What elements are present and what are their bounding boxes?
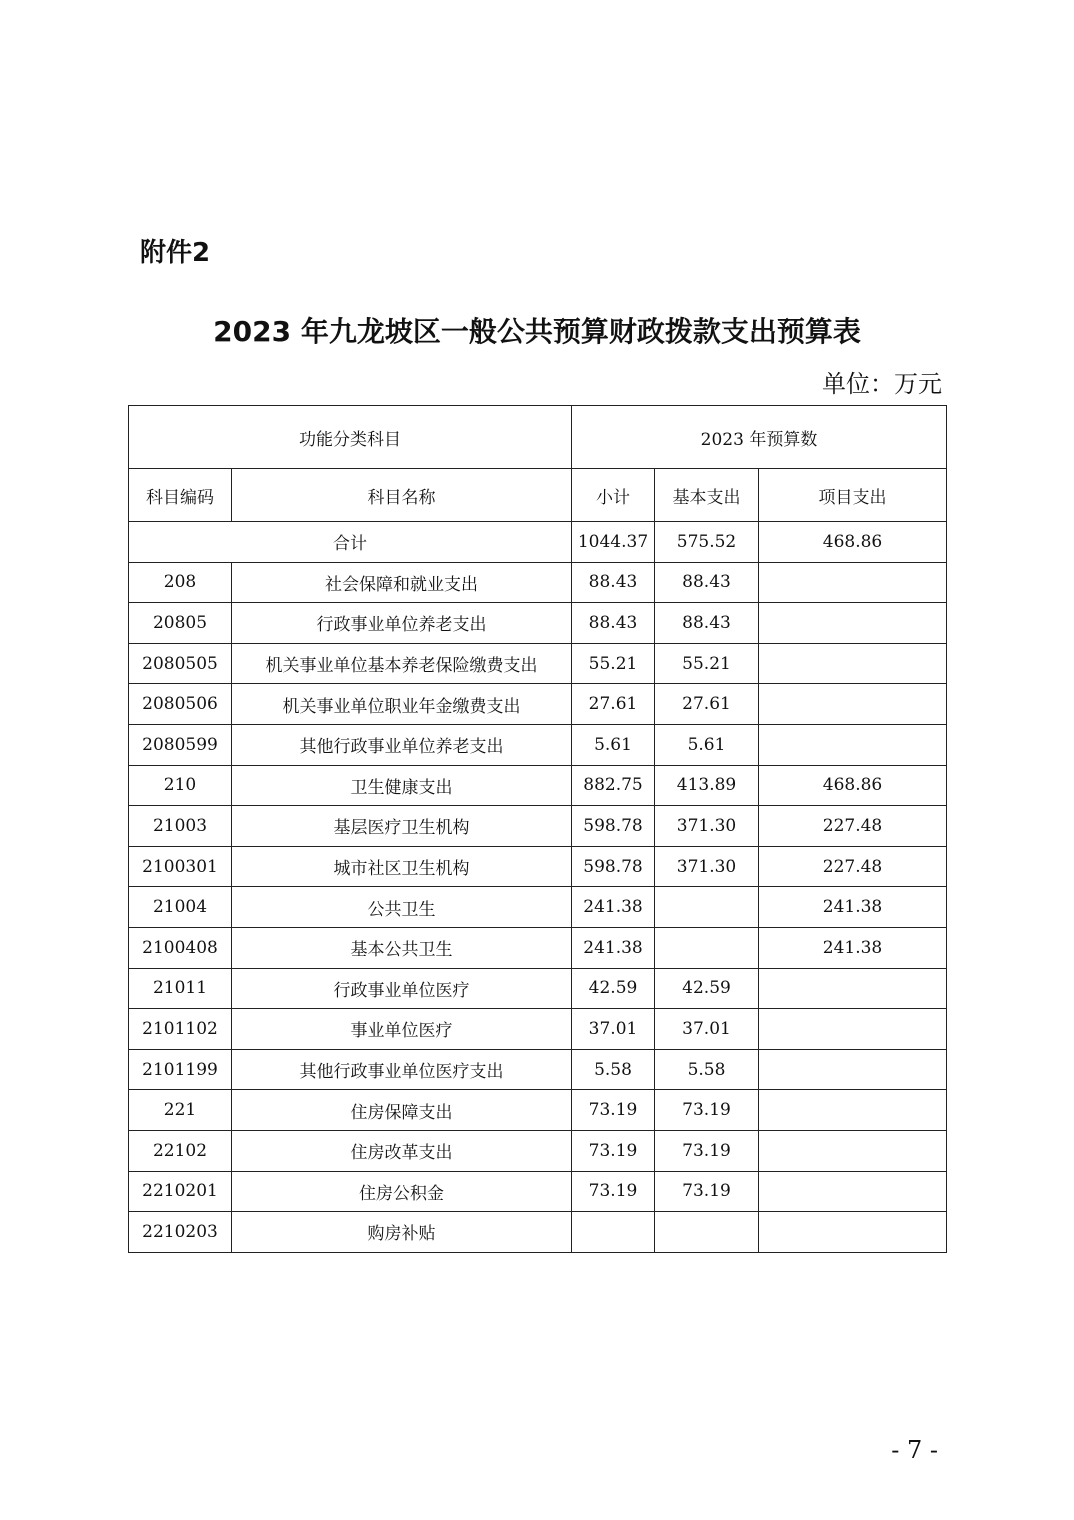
cell-code: 221 <box>129 1090 232 1131</box>
cell-project: 241.38 <box>759 927 947 968</box>
cell-subtotal: 5.58 <box>572 1049 655 1090</box>
table-row <box>129 968 947 1009</box>
cell-subtotal: 241.38 <box>572 887 655 928</box>
table-row <box>129 724 947 765</box>
cell-project <box>759 1130 947 1171</box>
table-row <box>129 927 947 968</box>
cell-code: 21011 <box>129 968 232 1009</box>
cell-project <box>759 684 947 725</box>
cell-subtotal: 598.78 <box>572 846 655 887</box>
cell-subtotal: 88.43 <box>572 562 655 603</box>
total-basic: 575.52 <box>655 522 759 563</box>
cell-code: 2210201 <box>129 1171 232 1212</box>
table-row <box>129 1130 947 1171</box>
cell-basic: 413.89 <box>655 765 759 806</box>
group-header-row <box>129 406 947 469</box>
column-header-project: 项目支出 <box>759 469 947 522</box>
cell-project <box>759 968 947 1009</box>
cell-code: 2101102 <box>129 1009 232 1050</box>
cell-basic: 88.43 <box>655 562 759 603</box>
cell-project <box>759 1090 947 1131</box>
budget-table <box>128 405 947 1253</box>
table-row <box>129 603 947 644</box>
group-header-budget: 2023 年预算数 <box>572 406 947 469</box>
cell-code: 208 <box>129 562 232 603</box>
total-label: 合计 <box>129 522 572 563</box>
cell-code: 2080506 <box>129 684 232 725</box>
cell-name: 社会保障和就业支出 <box>232 562 572 603</box>
column-header-name: 科目名称 <box>232 469 572 522</box>
cell-subtotal: 598.78 <box>572 806 655 847</box>
cell-subtotal: 5.61 <box>572 724 655 765</box>
cell-basic: 37.01 <box>655 1009 759 1050</box>
cell-basic <box>655 887 759 928</box>
cell-basic: 371.30 <box>655 806 759 847</box>
cell-basic: 55.21 <box>655 643 759 684</box>
cell-name: 事业单位医疗 <box>232 1009 572 1050</box>
cell-subtotal: 88.43 <box>572 603 655 644</box>
cell-code: 2080505 <box>129 643 232 684</box>
cell-name: 公共卫生 <box>232 887 572 928</box>
cell-project: 468.86 <box>759 765 947 806</box>
cell-subtotal: 73.19 <box>572 1171 655 1212</box>
cell-code: 2101199 <box>129 1049 232 1090</box>
cell-basic <box>655 1212 759 1253</box>
cell-subtotal: 73.19 <box>572 1130 655 1171</box>
cell-basic: 88.43 <box>655 603 759 644</box>
total-project: 468.86 <box>759 522 947 563</box>
cell-project <box>759 643 947 684</box>
cell-project <box>759 1212 947 1253</box>
cell-project: 227.48 <box>759 806 947 847</box>
table-row <box>129 765 947 806</box>
cell-code: 21004 <box>129 887 232 928</box>
cell-code: 2100301 <box>129 846 232 887</box>
cell-subtotal: 42.59 <box>572 968 655 1009</box>
cell-project <box>759 1171 947 1212</box>
table-row <box>129 806 947 847</box>
group-header-function: 功能分类科目 <box>129 406 572 469</box>
column-header-subtotal: 小计 <box>572 469 655 522</box>
cell-name: 卫生健康支出 <box>232 765 572 806</box>
cell-name: 城市社区卫生机构 <box>232 846 572 887</box>
cell-name: 基本公共卫生 <box>232 927 572 968</box>
cell-name: 购房补贴 <box>232 1212 572 1253</box>
cell-subtotal: 241.38 <box>572 927 655 968</box>
cell-name: 住房公积金 <box>232 1171 572 1212</box>
cell-name: 住房保障支出 <box>232 1090 572 1131</box>
table-row <box>129 684 947 725</box>
unit-label: 单位：万元 <box>822 370 942 398</box>
table-row <box>129 1212 947 1253</box>
table-row <box>129 887 947 928</box>
cell-name: 基层医疗卫生机构 <box>232 806 572 847</box>
cell-subtotal: 55.21 <box>572 643 655 684</box>
column-header-basic: 基本支出 <box>655 469 759 522</box>
table-row <box>129 1171 947 1212</box>
cell-project <box>759 1049 947 1090</box>
cell-project <box>759 562 947 603</box>
cell-basic: 5.61 <box>655 724 759 765</box>
cell-code: 2100408 <box>129 927 232 968</box>
cell-subtotal: 882.75 <box>572 765 655 806</box>
column-header-row <box>129 469 947 522</box>
cell-code: 2080599 <box>129 724 232 765</box>
cell-code: 2210203 <box>129 1212 232 1253</box>
table-row <box>129 846 947 887</box>
table-row <box>129 1090 947 1131</box>
document-title: 2023 年九龙坡区一般公共预算财政拨款支出预算表 <box>213 315 861 348</box>
total-subtotal: 1044.37 <box>572 522 655 563</box>
column-header-code: 科目编码 <box>129 469 232 522</box>
cell-project <box>759 603 947 644</box>
cell-code: 20805 <box>129 603 232 644</box>
cell-project: 227.48 <box>759 846 947 887</box>
cell-name: 行政事业单位养老支出 <box>232 603 572 644</box>
cell-name: 其他行政事业单位养老支出 <box>232 724 572 765</box>
table-row <box>129 1049 947 1090</box>
cell-name: 其他行政事业单位医疗支出 <box>232 1049 572 1090</box>
cell-basic <box>655 927 759 968</box>
cell-basic: 5.58 <box>655 1049 759 1090</box>
attachment-label: 附件2 <box>140 238 211 268</box>
cell-name: 行政事业单位医疗 <box>232 968 572 1009</box>
cell-basic: 73.19 <box>655 1090 759 1131</box>
cell-project: 241.38 <box>759 887 947 928</box>
cell-name: 机关事业单位基本养老保险缴费支出 <box>232 643 572 684</box>
cell-subtotal <box>572 1212 655 1253</box>
cell-basic: 73.19 <box>655 1171 759 1212</box>
total-row <box>129 522 947 563</box>
table-row <box>129 562 947 603</box>
cell-code: 21003 <box>129 806 232 847</box>
cell-code: 22102 <box>129 1130 232 1171</box>
cell-project <box>759 724 947 765</box>
cell-subtotal: 73.19 <box>572 1090 655 1131</box>
cell-basic: 371.30 <box>655 846 759 887</box>
cell-subtotal: 27.61 <box>572 684 655 725</box>
cell-code: 210 <box>129 765 232 806</box>
table-row <box>129 643 947 684</box>
cell-name: 机关事业单位职业年金缴费支出 <box>232 684 572 725</box>
cell-name: 住房改革支出 <box>232 1130 572 1171</box>
cell-basic: 42.59 <box>655 968 759 1009</box>
cell-basic: 27.61 <box>655 684 759 725</box>
cell-basic: 73.19 <box>655 1130 759 1171</box>
cell-subtotal: 37.01 <box>572 1009 655 1050</box>
table-row <box>129 1009 947 1050</box>
cell-project <box>759 1009 947 1050</box>
page-number: - 7 - <box>891 1436 938 1464</box>
